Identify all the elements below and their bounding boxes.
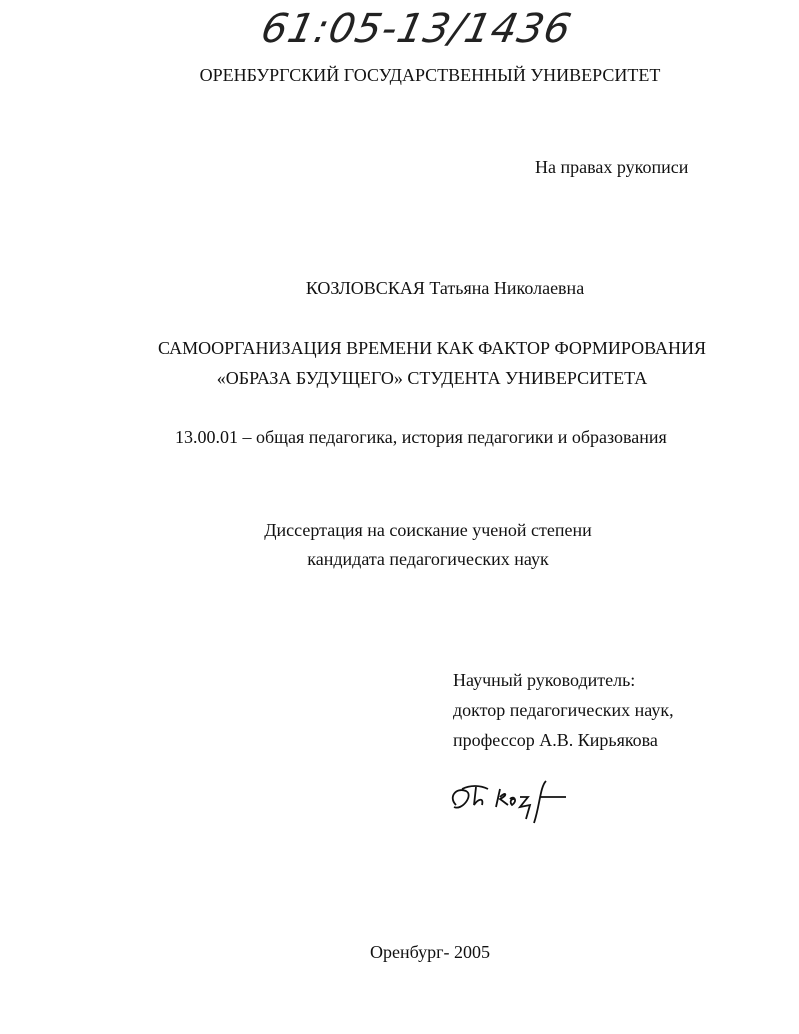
degree-line-2: кандидата педагогических наук bbox=[307, 549, 549, 569]
archive-number-handwritten: 61:05-13/1436 bbox=[257, 6, 576, 52]
title-line-1: САМООРГАНИЗАЦИЯ ВРЕМЕНИ КАК ФАКТОР ФОРМИРОВАНИЯ bbox=[157, 338, 707, 358]
title-line-2: «ОБРАЗА БУДУЩЕГО» СТУДЕНТА УНИВЕРСИТЕТА bbox=[216, 368, 648, 388]
specialty: 13.00.01 – общая педагогика, история педагогики и образования bbox=[175, 427, 667, 447]
signature bbox=[448, 775, 573, 835]
supervisor-name: профессор А.В. Кирьякова bbox=[453, 730, 658, 750]
degree-line-1: Диссертация на соискание ученой степени bbox=[264, 520, 592, 540]
supervisor-label: Научный руководитель: bbox=[453, 670, 636, 690]
manuscript-note: На правах рукописи bbox=[535, 157, 689, 177]
supervisor-degree: доктор педагогических наук, bbox=[453, 700, 674, 720]
author-name: КОЗЛОВСКАЯ Татьяна Николаевна bbox=[305, 278, 585, 298]
university-name: ОРЕНБУРГСКИЙ ГОСУДАРСТВЕННЫЙ УНИВЕРСИТЕТ bbox=[199, 65, 661, 85]
footer-city-year: Оренбург- 2005 bbox=[370, 942, 490, 962]
